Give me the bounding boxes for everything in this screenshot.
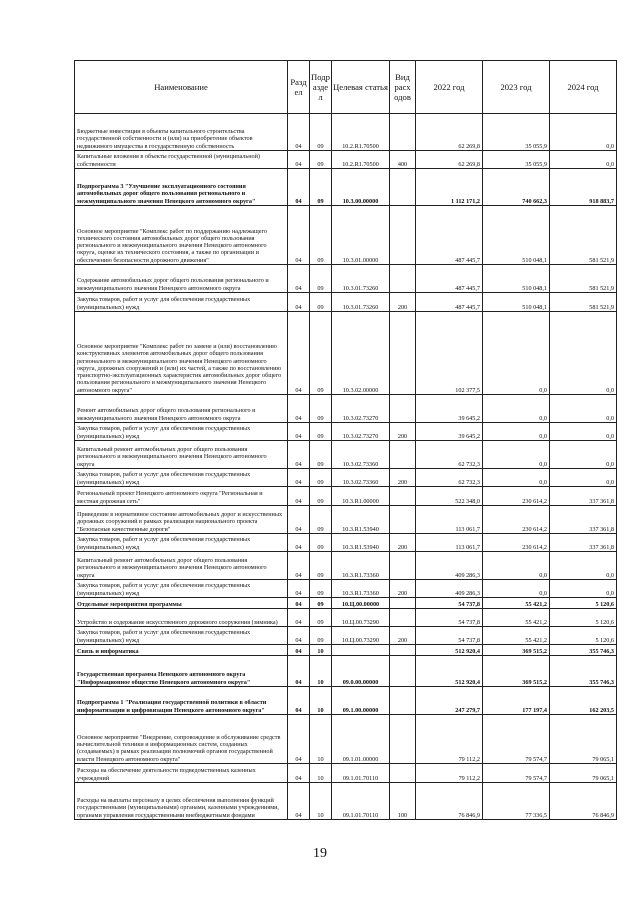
row-vid: [390, 656, 416, 687]
row-2024: 337 361,8: [550, 487, 617, 506]
row-2022: 62 269,8: [416, 151, 483, 169]
row-2022: 79 112,2: [416, 715, 483, 764]
row-name: Ремонт автомобильных дорог общего пользования регионального и межмуниципального значения Ненецкого автономного округа: [75, 395, 288, 423]
row-2023: 177 197,4: [483, 687, 550, 715]
row-2024: 0,0: [550, 423, 617, 441]
row-razdel: 04: [288, 423, 310, 441]
table-row: [75, 764, 617, 783]
row-podrazdel: 09: [310, 151, 332, 169]
table-row: [75, 312, 617, 395]
row-razdel: 04: [288, 534, 310, 552]
row-vid: [390, 687, 416, 715]
row-2023: 230 614,2: [483, 487, 550, 506]
row-podrazdel: 09: [310, 395, 332, 423]
row-podrazdel: 09: [310, 552, 332, 580]
row-2022: 1 112 171,2: [416, 169, 483, 206]
page-number: 19: [313, 846, 327, 861]
row-2022: 409 286,3: [416, 552, 483, 580]
row-vid: 400: [390, 151, 416, 169]
row-2024: 0,0: [550, 114, 617, 151]
row-2022: 39 645,2: [416, 423, 483, 441]
row-2024: 337 361,8: [550, 534, 617, 552]
row-2022: 62 732,3: [416, 469, 483, 487]
row-podrazdel: 10: [310, 715, 332, 764]
table-row: [75, 395, 617, 423]
row-2023: 79 574,7: [483, 764, 550, 783]
row-2024: 581 521,9: [550, 206, 617, 265]
table-row: [75, 506, 617, 534]
table-row: [75, 645, 617, 656]
row-name: Закупка товаров, работ и услуг для обеспечения государственных (муниципальных) нужд: [75, 293, 288, 312]
row-podrazdel: 09: [310, 580, 332, 598]
row-razdel: 04: [288, 265, 310, 293]
row-podrazdel: 10: [310, 783, 332, 820]
row-vid: [390, 114, 416, 151]
row-2024: 581 521,9: [550, 293, 617, 312]
row-vid: 200: [390, 627, 416, 645]
row-razdel: 04: [288, 764, 310, 783]
row-name: Подпрограмма 1 "Реализация государственной политики в области информатизации и цифровизации Ненецкого автономного округа": [75, 687, 288, 715]
row-2022: 487 445,7: [416, 293, 483, 312]
row-celevaya: 10.2.R1.70500: [332, 151, 390, 169]
row-2024: 5 120,6: [550, 598, 617, 609]
row-vid: 200: [390, 534, 416, 552]
row-celevaya: 10.3.02.73360: [332, 469, 390, 487]
row-podrazdel: 10: [310, 687, 332, 715]
row-razdel: 04: [288, 506, 310, 534]
row-2024: 0,0: [550, 580, 617, 598]
row-2022: 522 348,0: [416, 487, 483, 506]
row-2024: 79 065,1: [550, 715, 617, 764]
row-razdel: 04: [288, 441, 310, 469]
row-2023: 79 574,7: [483, 715, 550, 764]
row-celevaya: 10.3.02.00000: [332, 312, 390, 395]
row-vid: [390, 395, 416, 423]
row-podrazdel: 09: [310, 293, 332, 312]
row-vid: [390, 715, 416, 764]
row-razdel: 04: [288, 687, 310, 715]
row-2023: 510 048,1: [483, 206, 550, 265]
row-2023: 0,0: [483, 441, 550, 469]
row-2023: 55 421,2: [483, 627, 550, 645]
row-2024: 918 883,7: [550, 169, 617, 206]
row-razdel: 04: [288, 312, 310, 395]
row-2023: 0,0: [483, 312, 550, 395]
row-name: Подпрограмма 3 "Улучшение эксплуатационного состояния автомобильных дорог общего пользования регионального и межмуниципального значения Ненецкого автономного округа": [75, 169, 288, 206]
row-razdel: 04: [288, 552, 310, 580]
row-2023: 369 515,2: [483, 656, 550, 687]
row-2022: 54 737,8: [416, 609, 483, 627]
table-row: [75, 598, 617, 609]
row-vid: [390, 645, 416, 656]
row-2022: 113 061,7: [416, 506, 483, 534]
table-row: [75, 609, 617, 627]
row-celevaya: 09.1.01.70110: [332, 783, 390, 820]
row-2022: 512 920,4: [416, 656, 483, 687]
row-2022: 62 269,8: [416, 114, 483, 151]
row-2022: 487 445,7: [416, 265, 483, 293]
row-podrazdel: 09: [310, 609, 332, 627]
row-2022: 113 061,7: [416, 534, 483, 552]
row-vid: [390, 552, 416, 580]
table-row: [75, 487, 617, 506]
row-podrazdel: 10: [310, 645, 332, 656]
row-name: Закупка товаров, работ и услуг для обеспечения государственных (муниципальных) нужд: [75, 469, 288, 487]
row-2022: 512 920,4: [416, 645, 483, 656]
row-podrazdel: 10: [310, 764, 332, 783]
row-celevaya: 10.3.02.73270: [332, 423, 390, 441]
row-vid: [390, 312, 416, 395]
row-vid: 200: [390, 580, 416, 598]
row-podrazdel: 09: [310, 114, 332, 151]
row-2023: 0,0: [483, 469, 550, 487]
table-row: [75, 265, 617, 293]
row-podrazdel: 09: [310, 312, 332, 395]
row-name: Закупка товаров, работ и услуг для обеспечения государственных (муниципальных) нужд: [75, 627, 288, 645]
table-row: [75, 469, 617, 487]
row-2023: 0,0: [483, 552, 550, 580]
row-podrazdel: 09: [310, 469, 332, 487]
row-celevaya: 10.3.R1.73360: [332, 580, 390, 598]
row-2024: 0,0: [550, 395, 617, 423]
row-celevaya: 10.3.R1.73360: [332, 552, 390, 580]
row-podrazdel: 09: [310, 598, 332, 609]
row-2023: 55 421,2: [483, 598, 550, 609]
row-celevaya: 10.3.R1.00000: [332, 487, 390, 506]
row-vid: 200: [390, 293, 416, 312]
row-razdel: 04: [288, 715, 310, 764]
row-celevaya: 09.1.00.00000: [332, 687, 390, 715]
budget-table: [74, 60, 617, 820]
row-razdel: 04: [288, 656, 310, 687]
row-razdel: 04: [288, 293, 310, 312]
row-2024: 355 746,3: [550, 656, 617, 687]
row-celevaya: 10.3.00.00000: [332, 169, 390, 206]
row-2024: 0,0: [550, 312, 617, 395]
row-celevaya: 10.Ц.00.73290: [332, 627, 390, 645]
row-razdel: 04: [288, 395, 310, 423]
row-podrazdel: 09: [310, 265, 332, 293]
row-celevaya: 10.3.01.73260: [332, 293, 390, 312]
header-razdel: Разд ел: [288, 61, 310, 114]
row-2024: 581 521,9: [550, 265, 617, 293]
row-2024: 162 203,5: [550, 687, 617, 715]
row-celevaya: 09.1.01.00000: [332, 715, 390, 764]
row-name: Расходы на обеспечение деятельности подведомственных казенных учреждений: [75, 764, 288, 783]
row-2024: 0,0: [550, 552, 617, 580]
row-2023: 230 614,2: [483, 534, 550, 552]
row-celevaya: 10.3.01.73260: [332, 265, 390, 293]
row-name: Региональный проект Ненецкого автономного округа "Региональная и местная дорожная сеть": [75, 487, 288, 506]
row-celevaya: 10.2.R1.70500: [332, 114, 390, 151]
row-vid: [390, 265, 416, 293]
row-razdel: 04: [288, 609, 310, 627]
row-celevaya: 09.1.01.70110: [332, 764, 390, 783]
table-row: [75, 715, 617, 764]
row-name: Бюджетные инвестиции в объекты капитального строительства государственной собственности и (или) на приобретение объектов недвижимого имущества в государственную собственность: [75, 114, 288, 151]
row-vid: [390, 764, 416, 783]
row-2023: 510 048,1: [483, 293, 550, 312]
row-name: Отдельные мероприятия программы: [75, 598, 288, 609]
row-2024: 355 746,3: [550, 645, 617, 656]
row-2022: 76 846,9: [416, 783, 483, 820]
row-2022: 62 732,3: [416, 441, 483, 469]
row-2022: 409 286,3: [416, 580, 483, 598]
budget-table-container: [74, 60, 616, 820]
row-podrazdel: 09: [310, 423, 332, 441]
table-row: [75, 114, 617, 151]
row-podrazdel: 09: [310, 441, 332, 469]
row-celevaya: 10.3.01.00000: [332, 206, 390, 265]
row-name: Капитальный ремонт автомобильных дорог общего пользования регионального и межмуниципального значения Ненецкого автономного округа: [75, 552, 288, 580]
row-2023: 369 515,2: [483, 645, 550, 656]
table-header-row: [75, 61, 617, 114]
row-vid: [390, 206, 416, 265]
row-2023: 740 662,3: [483, 169, 550, 206]
row-podrazdel: 09: [310, 506, 332, 534]
row-vid: [390, 487, 416, 506]
row-celevaya: 10.3.R1.53940: [332, 534, 390, 552]
row-2023: 0,0: [483, 395, 550, 423]
row-vid: 200: [390, 469, 416, 487]
header-2023: 2023 год: [483, 61, 550, 114]
row-podrazdel: 09: [310, 206, 332, 265]
row-celevaya: 10.3.02.73270: [332, 395, 390, 423]
row-name: Основное мероприятие "Внедрение, сопровождение и обслуживание средств вычислительной техники и информационных систем, созданных (создаваемых) в рамках реализации полномочий органов государственной власти Ненецкого автономного округа": [75, 715, 288, 764]
row-razdel: 04: [288, 151, 310, 169]
row-celevaya: 10.3.02.73360: [332, 441, 390, 469]
row-podrazdel: 09: [310, 169, 332, 206]
row-2024: 0,0: [550, 441, 617, 469]
row-name: Капитальные вложения в объекты государственной (муниципальной) собственности: [75, 151, 288, 169]
row-2024: 5 120,6: [550, 609, 617, 627]
row-podrazdel: 09: [310, 627, 332, 645]
row-2022: 39 645,2: [416, 395, 483, 423]
row-2023: 77 336,5: [483, 783, 550, 820]
table-row: [75, 783, 617, 820]
row-vid: [390, 441, 416, 469]
row-name: Закупка товаров, работ и услуг для обеспечения государственных (муниципальных) нужд: [75, 534, 288, 552]
table-row: [75, 580, 617, 598]
row-razdel: 04: [288, 783, 310, 820]
row-2023: 0,0: [483, 423, 550, 441]
header-2022: 2022 год: [416, 61, 483, 114]
row-celevaya: 10.Ц.00.00000: [332, 598, 390, 609]
row-2022: 54 737,8: [416, 598, 483, 609]
table-row: [75, 206, 617, 265]
row-podrazdel: 09: [310, 534, 332, 552]
row-2024: 0,0: [550, 469, 617, 487]
row-razdel: 04: [288, 580, 310, 598]
row-name: Основное мероприятие "Комплекс работ по поддержанию надлежащего технического состояния автомобильных дорог общего пользования регионального и межмуниципального значения Ненецкого автономного округа, оценке их технического состояния, а также по организации и обеспечению безопасности дорожного движения": [75, 206, 288, 265]
row-name: Связь и информатика: [75, 645, 288, 656]
row-celevaya: 09.0.00.00000: [332, 656, 390, 687]
table-row: [75, 627, 617, 645]
row-name: Капитальный ремонт автомобильных дорог общего пользования регионального и межмуниципального значения Ненецкого автономного округа: [75, 441, 288, 469]
row-razdel: 04: [288, 487, 310, 506]
row-celevaya: 10.Ц.00.73290: [332, 609, 390, 627]
row-vid: [390, 609, 416, 627]
row-podrazdel: 10: [310, 656, 332, 687]
row-name: Государственная программа Ненецкого автономного округа "Информационное общество Ненецкого автономного округа": [75, 656, 288, 687]
row-2023: 510 048,1: [483, 265, 550, 293]
row-name: Содержание автомобильных дорог общего пользования регионального и межмуниципального значения Ненецкого автономного округа: [75, 265, 288, 293]
row-vid: 100: [390, 783, 416, 820]
row-podrazdel: 09: [310, 487, 332, 506]
row-name: Устройство и содержание искусственного дорожного сооружения (зимника): [75, 609, 288, 627]
row-2023: 0,0: [483, 580, 550, 598]
row-2022: 54 737,8: [416, 627, 483, 645]
table-row: [75, 151, 617, 169]
row-2022: 79 112,2: [416, 764, 483, 783]
row-2022: 487 445,7: [416, 206, 483, 265]
row-name: Приведение в нормативное состояние автомобильных дорог и искусственных дорожных сооружений в рамках реализации национального проекта "Безопасные качественные дороги": [75, 506, 288, 534]
header-podrazdel: Подр азде л: [310, 61, 332, 114]
row-razdel: 04: [288, 598, 310, 609]
row-2024: 0,0: [550, 151, 617, 169]
header-celevaya: Целевая статья: [332, 61, 390, 114]
row-name: Закупка товаров, работ и услуг для обеспечения государственных (муниципальных) нужд: [75, 423, 288, 441]
row-2024: 337 361,8: [550, 506, 617, 534]
table-row: [75, 656, 617, 687]
header-vid: Вид расх одов: [390, 61, 416, 114]
row-2024: 79 065,1: [550, 764, 617, 783]
table-row: [75, 293, 617, 312]
table-row: [75, 169, 617, 206]
row-razdel: 04: [288, 206, 310, 265]
table-row: [75, 552, 617, 580]
row-2022: 247 279,7: [416, 687, 483, 715]
row-vid: [390, 506, 416, 534]
row-celevaya: [332, 645, 390, 656]
row-2024: 5 120,6: [550, 627, 617, 645]
row-razdel: 04: [288, 169, 310, 206]
header-2024: 2024 год: [550, 61, 617, 114]
table-body: [75, 114, 617, 820]
row-name: Основное мероприятие "Комплекс работ по замене и (или) восстановлению конструктивных элементов автомобильных дорог общего пользования регионального и межмуниципального значения Ненецкого автономного округа, дорожных сооружений и (или) их частей, а также по восстановлению транспортно-эксплуатационных характеристик автомобильных дорог общего пользования регионального и межмуниципального значения Ненецкого автономного округа": [75, 312, 288, 395]
row-2023: 35 055,9: [483, 114, 550, 151]
row-2023: 35 055,9: [483, 151, 550, 169]
row-celevaya: 10.3.R1.53940: [332, 506, 390, 534]
row-vid: 200: [390, 423, 416, 441]
row-2023: 55 421,2: [483, 609, 550, 627]
row-razdel: 04: [288, 469, 310, 487]
row-name: Закупка товаров, работ и услуг для обеспечения государственных (муниципальных) нужд: [75, 580, 288, 598]
table-row: [75, 423, 617, 441]
table-row: [75, 534, 617, 552]
table-row: [75, 441, 617, 469]
row-razdel: 04: [288, 114, 310, 151]
row-vid: [390, 598, 416, 609]
table-row: [75, 687, 617, 715]
row-2023: 230 614,2: [483, 506, 550, 534]
row-razdel: 04: [288, 627, 310, 645]
row-vid: [390, 169, 416, 206]
row-2024: 76 846,9: [550, 783, 617, 820]
header-name: Наименование: [75, 61, 288, 114]
row-2022: 102 377,5: [416, 312, 483, 395]
row-razdel: 04: [288, 645, 310, 656]
row-name: Расходы на выплаты персоналу в целях обеспечения выполнения функций государственными (муниципальными) органами, казенными учреждениями, органами управления государственными внебюджетными фондами: [75, 783, 288, 820]
